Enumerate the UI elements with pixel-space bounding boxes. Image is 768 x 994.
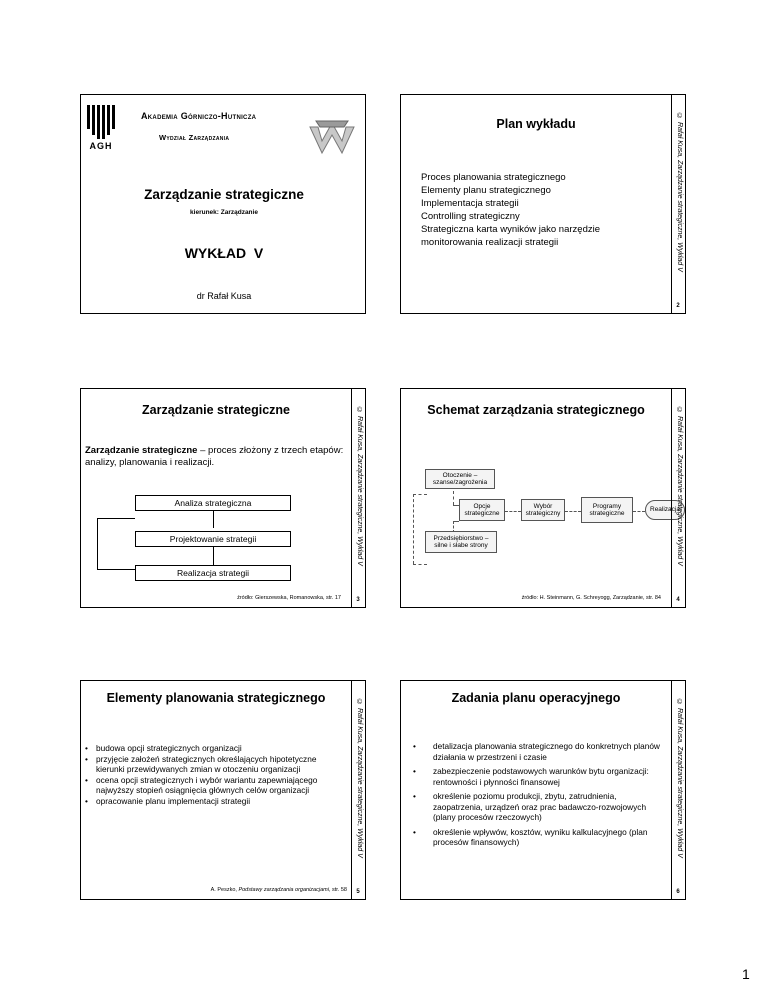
list-item: • przyjęcie założeń strategicznych określających hipotetyczne kierunki przewidywanych zmian w otoczeniu organizacji xyxy=(85,754,337,775)
slide5-sidebar xyxy=(351,681,365,899)
plan-item: Implementacja strategii xyxy=(421,198,519,209)
box-choice: Wybór strategiczny xyxy=(521,499,565,521)
footer-label: © Rafał Kusa, Zarządzanie strategiczne, Wykład V xyxy=(356,699,363,858)
slide3-sidebar xyxy=(351,389,365,607)
box-environment: Otoczenie – szanse/zagrożenia xyxy=(425,469,495,489)
slide6-list xyxy=(413,741,665,848)
slide-4 xyxy=(400,388,686,608)
box-options: Opcje strategiczne xyxy=(459,499,505,521)
slide1-title: Zarządzanie strategiczne xyxy=(144,187,304,202)
footer-label: © Rafał Kusa, Zarządzanie strategiczne, Wykład V xyxy=(676,699,683,858)
slide-5 xyxy=(80,680,366,900)
slide3-text xyxy=(85,445,347,469)
slide-3 xyxy=(80,388,366,608)
slide5-list xyxy=(85,743,337,806)
department-name: Wydział Zarządzania xyxy=(159,133,230,142)
footer-label: © Rafał Kusa, Zarządzanie strategiczne, Wykład V xyxy=(676,113,683,272)
author: dr Rafał Kusa xyxy=(196,291,252,301)
slide4-sidebar xyxy=(671,389,685,607)
list-item: • detalizacja planowania strategicznego do konkretnych planów działania w przestrzeni i czasie xyxy=(413,741,665,762)
page-number: 1 xyxy=(742,966,750,982)
faculty-logo-icon xyxy=(306,117,358,159)
slide-number: 3 xyxy=(356,597,360,603)
slide-1 xyxy=(80,94,366,314)
box-company: Przedsiębiorstwo – silne i słabe strony xyxy=(425,531,497,553)
box-programs: Programy strategiczne xyxy=(581,497,633,523)
slide-number: 5 xyxy=(356,889,360,895)
faculty-logo xyxy=(306,117,358,164)
slide-number: 6 xyxy=(676,889,680,895)
slide6-title: Zadania planu operacyjnego xyxy=(451,691,621,705)
list-item: • określenie poziomu produkcji, zbytu, zatrudnienia, zaopatrzenia, urządzeń oraz prac badawczo-rozwojowych (plany procesów rzeczowych) xyxy=(413,791,665,823)
slide-number: 4 xyxy=(676,597,680,603)
slide3-text-bold: Zarządzanie strategiczne xyxy=(85,445,198,456)
plan-item: Elementy planu strategicznego xyxy=(421,185,551,196)
agh-logo xyxy=(84,103,118,153)
slide2-sidebar xyxy=(671,95,685,313)
slide-number: 2 xyxy=(676,303,680,309)
slide5-source: A. Peszko, Podstawy zarządzania organizacjami, str. 58 xyxy=(210,887,347,893)
plan-item: Controlling strategiczny xyxy=(421,211,520,222)
university-name: Akademia Górniczo-Hutnicza xyxy=(141,111,257,121)
slide5-title: Elementy planowania strategicznego xyxy=(106,691,326,705)
slide-2 xyxy=(400,94,686,314)
list-item: • określenie wpływów, kosztów, wyniku kalkulacyjnego (plan procesów finansowych) xyxy=(413,827,665,848)
plan-item: Strategiczna karta wyników jako narzędzie monitorowania realizacji strategii xyxy=(421,224,601,248)
slide3-title: Zarządzanie strategiczne xyxy=(142,403,290,417)
slide3-source: źródło: Gierszewska, Romanowska, str. 17 xyxy=(237,595,341,601)
footer-label: © Rafał Kusa, Zarządzanie strategiczne, Wykład V xyxy=(356,407,363,566)
slide2-title: Plan wykładu xyxy=(496,117,576,131)
stage-analysis: Analiza strategiczna xyxy=(135,495,291,511)
stage-realization: Realizacja strategii xyxy=(135,565,291,581)
slide-6 xyxy=(400,680,686,900)
slide3-text-rest: – proces złożony z trzech etapów: analizy, planowania i realizacji. xyxy=(85,445,344,468)
footer-label: © Rafał Kusa, Zarządzanie strategiczne, Wykład V xyxy=(676,407,683,566)
lecture-number: WYKŁAD V xyxy=(184,245,264,261)
box-realization: Realizacja xyxy=(645,500,685,520)
slide6-sidebar xyxy=(671,681,685,899)
list-item: • opracowanie planu implementacji strategii xyxy=(85,796,337,807)
list-item: • ocena opcji strategicznych i wybór wariantu zapewniającego najwyższy stopień osiągnięcia głównych celów organizacji xyxy=(85,775,337,796)
agh-logo-text: AGH xyxy=(89,141,113,151)
slide4-title: Schemat zarządzania strategicznego xyxy=(427,403,645,417)
plan-item: Proces planowania strategicznego xyxy=(421,172,566,183)
list-item: • budowa opcji strategicznych organizacji xyxy=(85,743,337,754)
slide1-subtitle: kierunek: Zarządzanie xyxy=(190,209,258,216)
slide4-source: źródło: H. Steinmann, G. Schreyogg, Zarządzanie, str. 84 xyxy=(521,595,661,601)
slide2-list xyxy=(421,171,671,249)
stage-design: Projektowanie strategii xyxy=(135,531,291,547)
list-item: • zabezpieczenie podstawowych warunków bytu organizacji: rentowności i płynności finansowej xyxy=(413,766,665,787)
